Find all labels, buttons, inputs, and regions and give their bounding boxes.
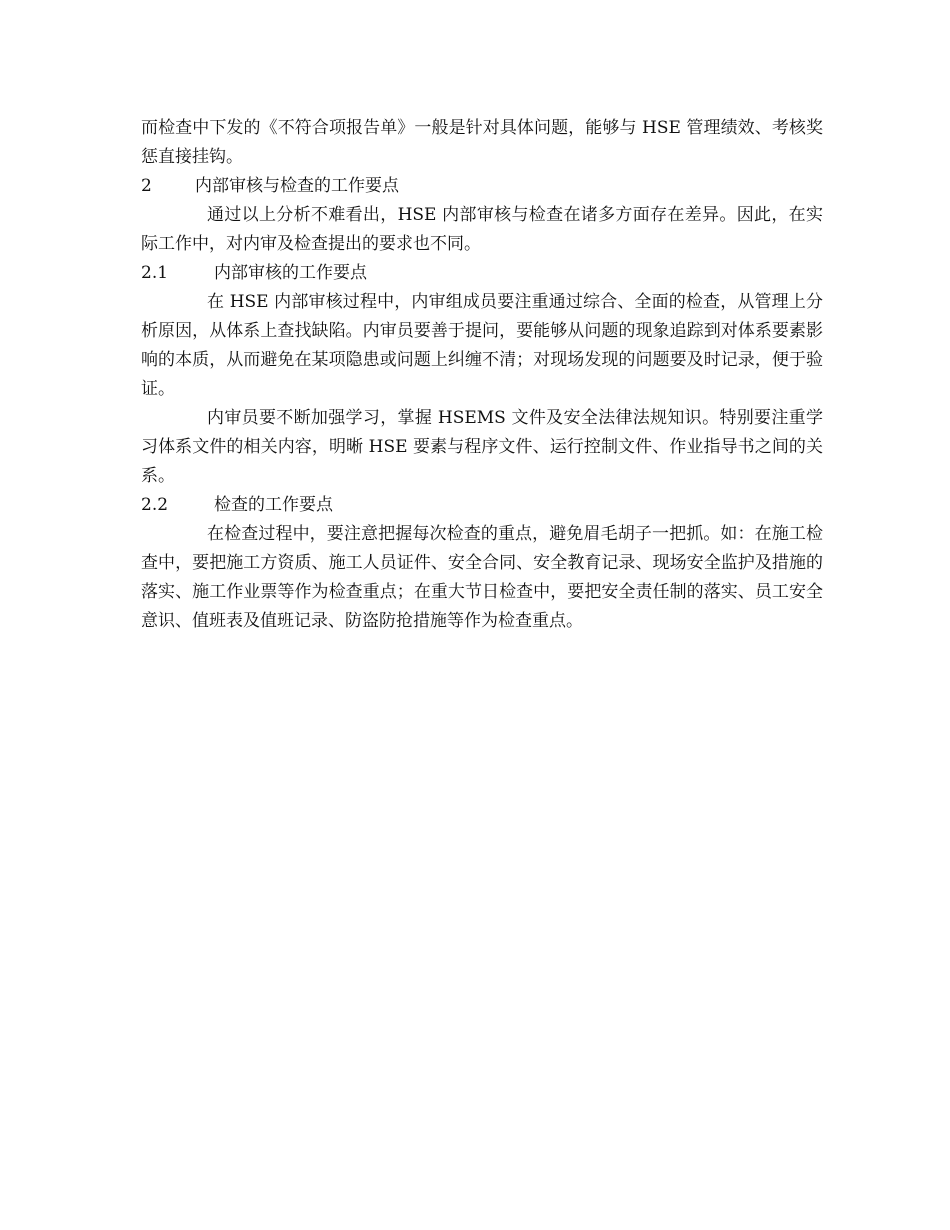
section-heading-2 [141, 172, 823, 201]
paragraph-analysis: 通过以上分析不难看出，HSE 内部审核与检查在诸多方面存在差异。因此，在实际工作中，对内审及检查提出的要求也不同。 [141, 205, 823, 254]
paragraph-audit-process: 在 HSE 内部审核过程中，内审组成员要注重通过综合、全面的检查，从管理上分析原因，从体系上查找缺陷。内审员要善于提问，要能够从问题的现象追踪到对体系要素影响的本质，从而避免在某项隐患或问题上纠缠不清；对现场发现的问题要及时记录，便于验证。 [141, 292, 823, 399]
section-number: 2.2 [141, 495, 169, 515]
section-number: 2.1 [141, 263, 169, 283]
section-title: 检查的工作要点 [214, 495, 333, 515]
section-title: 内部审核与检查的工作要点 [195, 176, 399, 196]
paragraph-auditor-learning: 内审员要不断加强学习，掌握 HSEMS 文件及安全法律法规知识。特别要注重学习体系文件的相关内容，明晰 HSE 要素与程序文件、运行控制文件、作业指导书之间的关系。 [141, 408, 823, 486]
section-number: 2 [141, 176, 152, 196]
paragraph-continuation: 而检查中下发的《不符合项报告单》一般是针对具体问题，能够与 HSE 管理绩效、考核奖惩直接挂钩。 [141, 118, 823, 167]
section-title: 内部审核的工作要点 [214, 263, 367, 283]
document-page [141, 114, 823, 636]
paragraph-inspection-process: 在检查过程中，要注意把握每次检查的重点，避免眉毛胡子一把抓。如：在施工检查中，要把施工方资质、施工人员证件、安全合同、安全教育记录、现场安全监护及措施的落实、施工作业票等作为检查重点；在重大节日检查中，要把安全责任制的落实、员工安全意识、值班表及值班记录、防盗防抢措施等作为检查重点。 [141, 524, 823, 631]
section-heading-2-2 [141, 491, 823, 520]
section-heading-2-1 [141, 259, 823, 288]
